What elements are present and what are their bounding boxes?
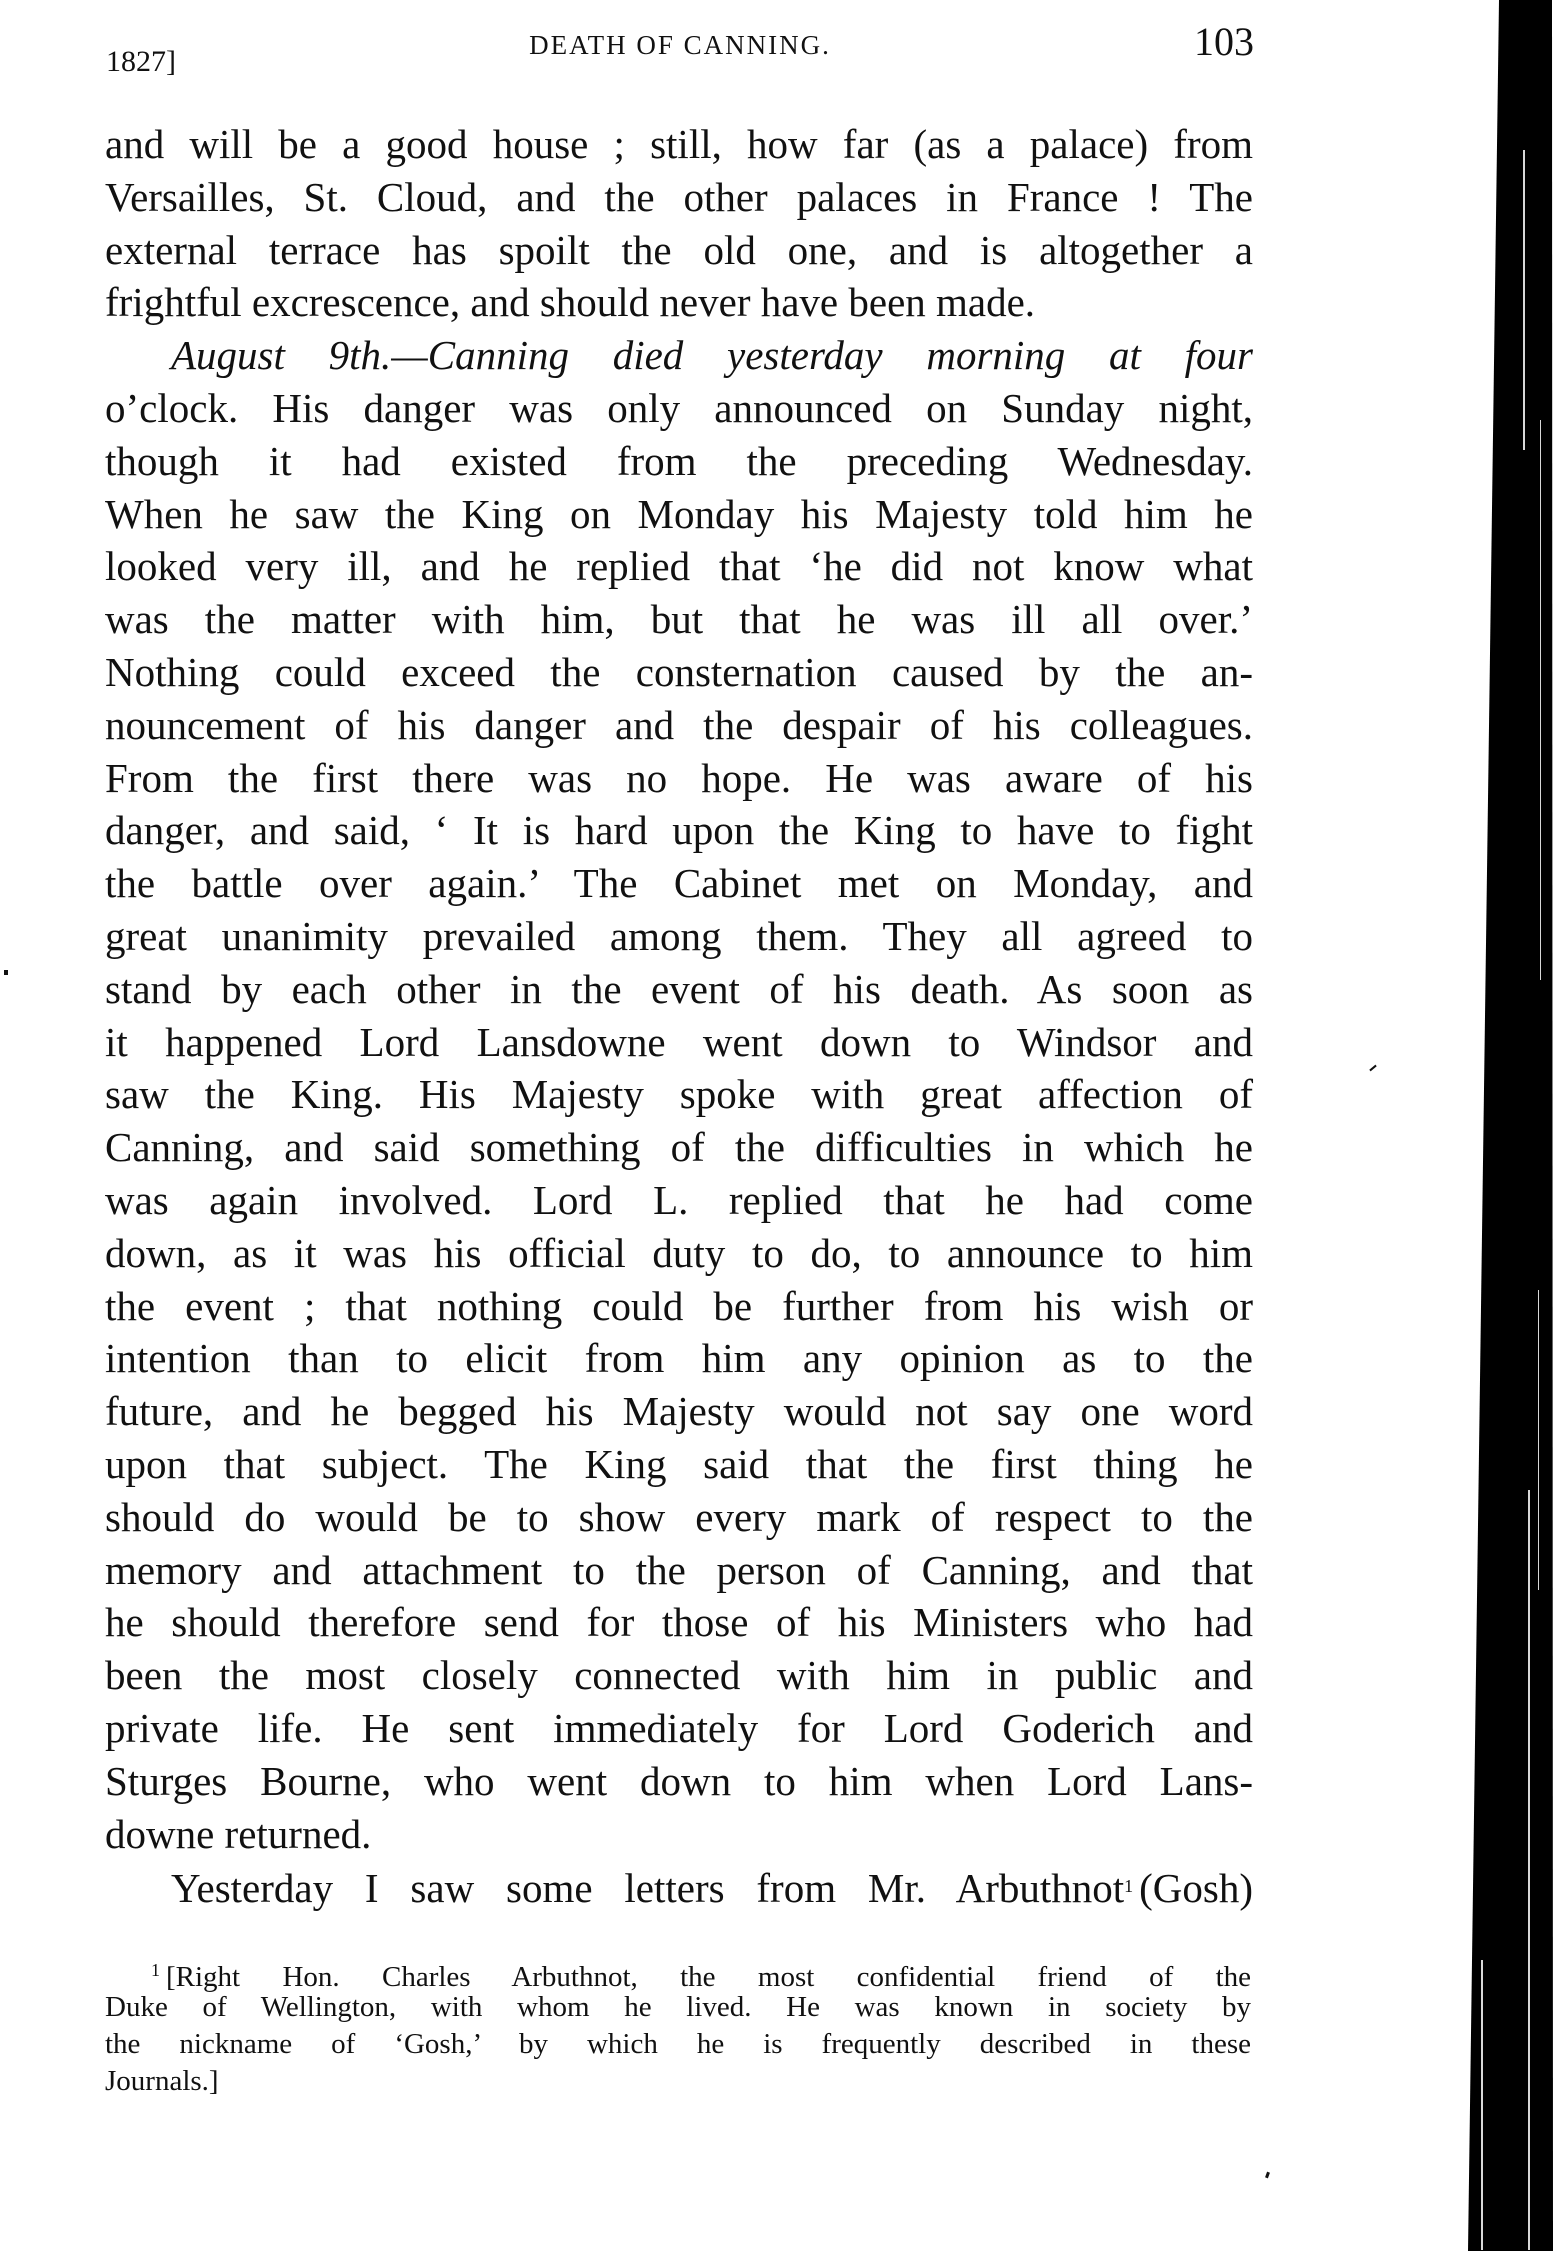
text-line: Nothing could exceed the consternation caused by the an- (105, 648, 1253, 695)
scan-speck (1265, 2172, 1270, 2179)
text-line: downe returned. (105, 1810, 372, 1857)
text-line: external terrace has spoilt the old one, and is altogether a (105, 226, 1253, 273)
scan-edge-streak (1523, 150, 1525, 450)
text-line: frightful excrescence, and should never have been made. (105, 279, 1036, 326)
footnote-line (105, 1952, 1251, 1993)
date-day: 9th.—Canning died yesterday morning at four (328, 332, 1253, 379)
text-line: Versailles, St. Cloud, and the other palaces in France ! The (105, 173, 1253, 220)
text-line: upon that subject. The King said that the first thing he (105, 1440, 1253, 1487)
text-segment: (Gosh) (1139, 1865, 1253, 1912)
text-line: down, as it was his official duty to do, to announce to him (105, 1229, 1253, 1276)
text-line: intention than to elicit from him any opinion as to the (105, 1335, 1253, 1382)
text-line: future, and he begged his Majesty would not say one word (105, 1388, 1253, 1435)
paragraph-start-line (105, 1860, 1253, 1913)
text-line: was again involved. Lord L. replied that he had come (105, 1176, 1253, 1223)
text-line: o’clock. His danger was only announced on Sunday night, (105, 384, 1253, 431)
diary-entry-line (105, 329, 1253, 382)
text-line: From the first there was no hope. He was aware of his (105, 754, 1253, 801)
footnote-text: [Right Hon. Charles Arbuthnot, the most confidential friend of the (166, 1961, 1251, 1993)
running-header-year: 1827] (106, 45, 176, 78)
text-line: danger, and said, ‘ It is hard upon the King to have to fight (105, 807, 1253, 854)
scan-edge-streak (1481, 1960, 1483, 2250)
text-line: the event ; that nothing could be further from his wish or (105, 1282, 1253, 1329)
text-line: looked very ill, and he replied that ‘he did not know what (105, 543, 1253, 590)
text-line: was the matter with him, but that he was ill all over.’ (105, 596, 1253, 643)
text-line: memory and attachment to the person of Canning, and that (105, 1546, 1253, 1593)
scan-speck (1369, 1065, 1376, 1072)
text-line: Canning, and said something of the difficulties in which he (105, 1124, 1253, 1171)
date-heading: August (171, 332, 285, 379)
footnote (105, 1952, 1251, 2100)
footnote-line: Journals.] (105, 2065, 219, 2097)
text-line: great unanimity prevailed among them. They all agreed to (105, 912, 1253, 959)
scan-edge-streak (1540, 420, 1541, 980)
text-line: should do would be to show every mark of respect to the (105, 1493, 1253, 1540)
scan-edge-shadow (1468, 0, 1555, 2251)
footnote-line: Duke of Wellington, with whom he lived. He was known in society by (105, 1991, 1251, 2023)
scan-edge-streak (1538, 1290, 1539, 1590)
text-line: When he saw the King on Monday his Majesty told him he (105, 490, 1253, 537)
scan-speck (4, 970, 8, 975)
text-line: though it had existed from the preceding Wednesday. (105, 437, 1253, 484)
running-header-title: DEATH OF CANNING. (529, 30, 831, 60)
text-segment: Yesterday I saw some letters from Mr. Arbuthnot (171, 1865, 1125, 1912)
text-line: he should therefore send for those of his Ministers who had (105, 1599, 1253, 1646)
footnote-reference[interactable]: 1 (1124, 1876, 1134, 1897)
scan-edge-streak (1528, 1490, 1530, 2250)
page-number: 103 (1194, 19, 1254, 64)
text-line: Sturges Bourne, who went down to him when Lord Lans- (105, 1757, 1253, 1804)
footnote-line: the nickname of ‘Gosh,’ by which he is frequently described in these (105, 2028, 1251, 2060)
text-line: nouncement of his danger and the despair of his colleagues. (105, 701, 1253, 748)
text-line: stand by each other in the event of his death. As soon as (105, 965, 1253, 1012)
text-line: it happened Lord Lansdowne went down to Windsor and (105, 1018, 1253, 1065)
footnote-marker: 1 (151, 1960, 160, 1980)
body-text (105, 118, 1253, 1913)
text-line: and will be a good house ; still, how far (as a palace) from (105, 121, 1253, 167)
text-line: the battle over again.’ The Cabinet met on Monday, and (105, 860, 1253, 907)
text-line: been the most closely connected with him in public and (105, 1652, 1253, 1699)
text-line: saw the King. His Majesty spoke with great affection of (105, 1071, 1253, 1118)
text-line: private life. He sent immediately for Lord Goderich and (105, 1704, 1253, 1751)
